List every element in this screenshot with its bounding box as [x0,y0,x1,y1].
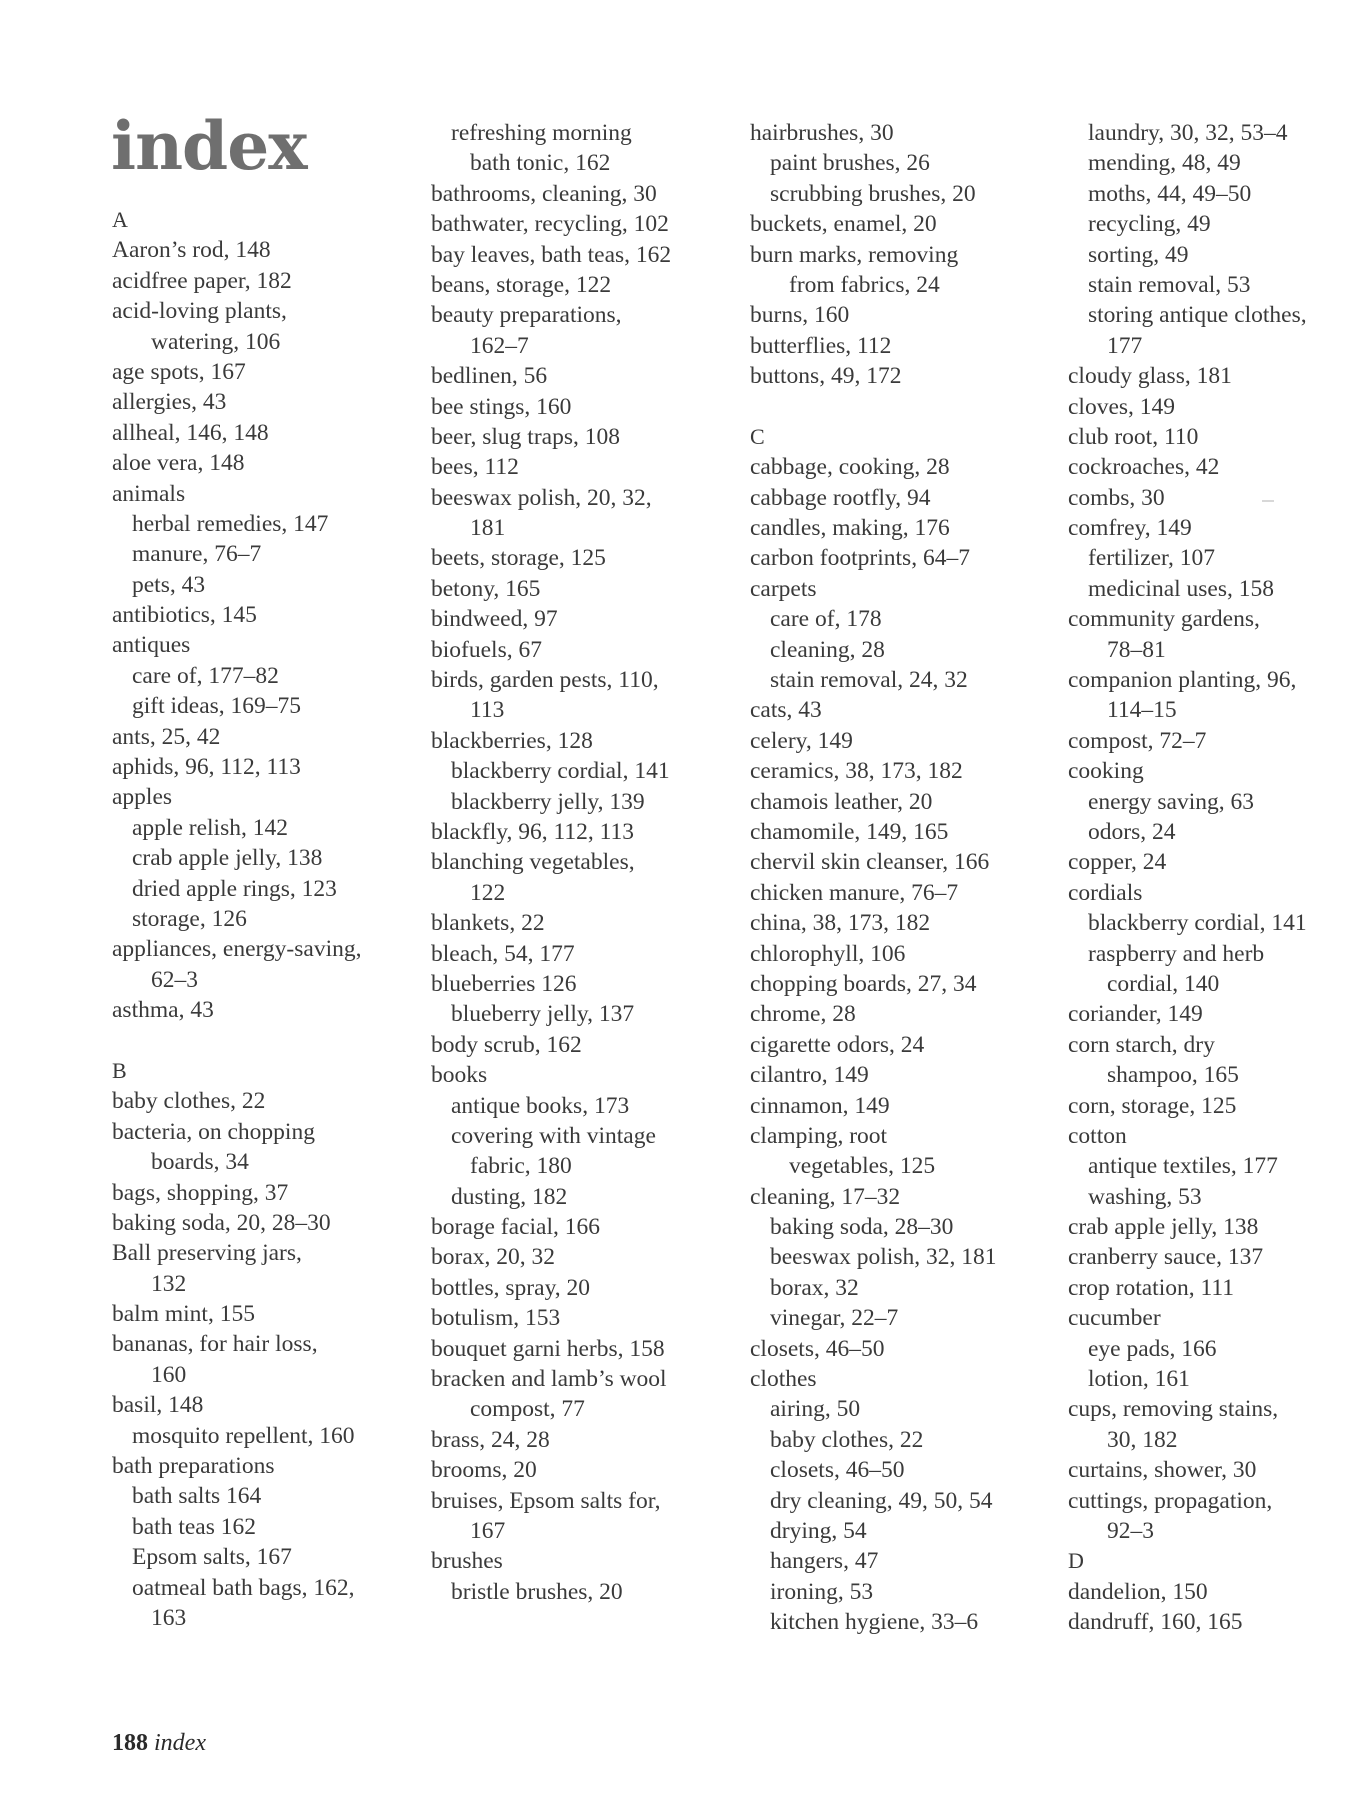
index-entry: asthma, 43 [112,997,214,1024]
index-subentry: blackberry cordial, 141 [451,758,670,785]
index-subentry: dusting, 182 [451,1183,568,1210]
index-entry: bedlinen, 56 [431,363,548,390]
index-entry: cigarette odors, 24 [750,1031,925,1058]
index-subentry: energy saving, 63 [1088,788,1254,815]
index-subentry: bath teas 162 [132,1513,256,1540]
section-letter: A [112,207,128,232]
index-entry: bath preparations [112,1453,275,1480]
index-subentry: herbal remedies, 147 [132,510,329,537]
index-entry: apples [112,784,173,811]
index-entry: corn, storage, 125 [1068,1092,1237,1119]
index-entry: blueberries 126 [431,970,577,997]
index-entry: bracken and lamb’s wool [431,1366,667,1393]
index-entry: buckets, enamel, 20 [750,211,937,238]
index-entry: basil, 148 [112,1392,204,1419]
index-entry: bruises, Epsom salts for, [431,1487,661,1514]
index-entry: combs, 30 [1068,484,1165,511]
index-subentry: eye pads, 166 [1088,1335,1217,1362]
index-entry-continuation: 122 [470,879,506,906]
index-entry: cilantro, 149 [750,1062,869,1089]
index-entry-continuation: cordial, 140 [1107,970,1220,997]
index-entry-continuation: boards, 34 [151,1149,249,1176]
index-entry: club root, 110 [1068,423,1199,450]
index-entry-continuation: watering, 106 [151,328,281,355]
index-entry: ants, 25, 42 [112,723,221,750]
index-entry: coriander, 149 [1068,1001,1203,1028]
section-letter: D [1068,1548,1084,1574]
index-entry-continuation: 113 [470,697,505,724]
index-entry: cloudy glass, 181 [1068,363,1232,390]
index-entry: beans, storage, 122 [431,271,612,298]
index-entry: beauty preparations, [431,302,622,329]
index-entry-continuation: 78–81 [1107,636,1166,663]
index-entry: brushes [431,1548,503,1575]
index-entry: chamois leather, 20 [750,788,933,815]
index-entry: bathrooms, cleaning, 30 [431,180,657,207]
index-entry: cleaning, 17–32 [750,1183,901,1210]
index-entry: cups, removing stains, [1068,1396,1279,1423]
index-subentry: moths, 44, 49–50 [1088,180,1252,207]
index-subentry: airing, 50 [770,1396,861,1423]
index-entry: cats, 43 [750,697,822,724]
index-subentry: blackberry cordial, 141 [1088,910,1307,937]
index-entry: brooms, 20 [431,1457,537,1484]
index-entry: bay leaves, bath teas, 162 [431,241,672,268]
index-entry: beets, storage, 125 [431,545,606,572]
index-entry: buttons, 49, 172 [750,363,902,390]
index-entry: acid-loving plants, [112,298,287,325]
index-subentry: Epsom salts, 167 [132,1544,292,1571]
index-column-4 [1068,118,1368,1638]
index-entry: compost, 72–7 [1068,727,1207,754]
index-subentry: mosquito repellent, 160 [132,1422,355,1449]
page-footer [112,1730,206,1757]
index-entry-continuation: 181 [470,515,506,542]
index-entry: borax, 20, 32 [431,1244,556,1271]
index-entry: dandruff, 160, 165 [1068,1609,1243,1636]
index-entry: bananas, for hair loss, [112,1331,318,1358]
index-entry-continuation: 167 [470,1517,506,1544]
index-entry: Ball preserving jars, [112,1240,302,1267]
index-entry: bottles, spray, 20 [431,1274,591,1301]
index-entry-continuation: 30, 182 [1107,1426,1178,1453]
index-subentry: ironing, 53 [770,1578,874,1605]
index-entry: bee stings, 160 [431,393,572,420]
index-entry-continuation: shampoo, 165 [1107,1062,1239,1089]
index-subentry: bristle brushes, 20 [451,1578,623,1605]
index-entry: bacteria, on chopping [112,1118,315,1145]
scan-speck [1262,500,1274,502]
index-subentry: care of, 178 [770,606,882,633]
index-entry-continuation: 92–3 [1107,1517,1154,1544]
index-entry: chamomile, 149, 165 [750,818,949,845]
index-entry: balm mint, 155 [112,1301,255,1328]
index-entry: ceramics, 38, 173, 182 [750,758,963,785]
index-entry: cuttings, propagation, [1068,1487,1273,1514]
index-entry-continuation: 162–7 [470,332,529,359]
index-entry: beeswax polish, 20, 32, [431,484,652,511]
index-subentry: hangers, 47 [770,1548,879,1575]
index-subentry: pets, 43 [132,571,206,598]
index-entry: antibiotics, 145 [112,602,257,629]
section-letter: C [750,423,765,449]
index-entry-continuation: 177 [1107,332,1143,359]
index-subentry: laundry, 30, 32, 53–4 [1088,120,1288,146]
index-subentry: medicinal uses, 158 [1088,575,1275,602]
index-entry: carbon footprints, 64–7 [750,545,970,572]
index-entry-continuation: fabric, 180 [470,1153,572,1180]
index-subentry: scrubbing brushes, 20 [770,180,976,207]
index-entry: cranberry sauce, 137 [1068,1244,1264,1271]
index-subentry: dried apple rings, 123 [132,875,337,902]
index-subentry: covering with vintage [451,1122,656,1149]
index-subentry: crab apple jelly, 138 [132,845,323,872]
section-letter: B [112,1057,127,1083]
index-subentry: antique books, 173 [451,1092,630,1119]
index-entry: baking soda, 20, 28–30 [112,1209,331,1236]
index-entry-continuation: 160 [151,1361,187,1388]
index-entry: aloe vera, 148 [112,450,245,477]
index-entry: bleach, 54, 177 [431,940,575,967]
index-subentry: cleaning, 28 [770,636,885,663]
index-entry: crab apple jelly, 138 [1068,1214,1259,1241]
index-subentry: stain removal, 53 [1088,271,1251,298]
index-entry: bathwater, recycling, 102 [431,211,669,238]
index-entry: chicken manure, 76–7 [750,879,959,906]
index-entry: birds, garden pests, 110, [431,667,659,694]
index-entry: bouquet garni herbs, 158 [431,1335,665,1362]
index-subentry: storage, 126 [132,905,247,932]
index-subentry: oatmeal bath bags, 162, [132,1574,355,1601]
index-entry: baby clothes, 22 [112,1088,266,1115]
index-entry-continuation: compost, 77 [470,1396,585,1423]
page-number: 188 [112,1730,148,1756]
index-column-2 [431,118,731,1607]
index-entry-continuation: 132 [151,1270,187,1297]
index-entry: cucumber [1068,1305,1161,1332]
index-subentry: paint brushes, 26 [770,150,930,177]
index-entry: books [431,1062,488,1089]
index-entry: cinnamon, 149 [750,1092,890,1119]
index-subentry: apple relish, 142 [132,814,288,841]
index-subentry: mending, 48, 49 [1088,150,1241,177]
spacer [112,1026,412,1056]
index-entry: betony, 165 [431,575,541,602]
index-subentry: recycling, 49 [1088,211,1211,238]
index-subentry: borax, 32 [770,1274,859,1301]
index-subentry: antique textiles, 177 [1088,1153,1278,1180]
index-entry: cordials [1068,879,1143,906]
index-entry: bags, shopping, 37 [112,1179,289,1206]
index-entry: corn starch, dry [1068,1031,1215,1058]
index-entry: crop rotation, 111 [1068,1274,1234,1301]
page-title: index [111,107,307,185]
index-entry: celery, 149 [750,727,853,754]
index-entry: carpets [750,575,817,602]
index-entry: chopping boards, 27, 34 [750,970,977,997]
index-entry: cabbage rootfly, 94 [750,484,931,511]
index-subentry: refreshing morning [451,120,632,146]
index-subentry: sorting, 49 [1088,241,1189,268]
index-subentry: gift ideas, 169–75 [132,693,302,720]
index-entry: body scrub, 162 [431,1031,582,1058]
index-entry: allergies, 43 [112,389,227,416]
index-entry: cockroaches, 42 [1068,454,1220,481]
index-subentry: stain removal, 24, 32 [770,667,968,694]
index-subentry: blueberry jelly, 137 [451,1001,635,1028]
index-entry: blackberries, 128 [431,727,593,754]
index-subentry: baby clothes, 22 [770,1426,924,1453]
index-entry: cloves, 149 [1068,393,1176,420]
index-subentry: dry cleaning, 49, 50, 54 [770,1487,993,1514]
index-entry: blankets, 22 [431,910,545,937]
index-subentry: storing antique clothes, [1088,302,1307,329]
index-entry: china, 38, 173, 182 [750,910,931,937]
index-entry: comfrey, 149 [1068,515,1192,542]
index-entry: biofuels, 67 [431,636,542,663]
index-entry: botulism, 153 [431,1305,561,1332]
index-column-1 [112,205,412,1633]
index-entry: borage facial, 166 [431,1214,600,1241]
index-entry: beer, slug traps, 108 [431,423,620,450]
index-subentry: blackberry jelly, 139 [451,788,645,815]
index-entry: bindweed, 97 [431,606,558,633]
index-entry: cabbage, cooking, 28 [750,454,950,481]
index-subentry: raspberry and herb [1088,940,1265,967]
index-entry: chrome, 28 [750,1001,856,1028]
index-entry: allheal, 146, 148 [112,419,269,446]
index-entry-continuation: bath tonic, 162 [470,150,611,177]
index-entry: cotton [1068,1122,1127,1149]
index-entry: clothes [750,1366,817,1393]
index-entry-continuation: from fabrics, 24 [789,271,940,298]
index-entry: copper, 24 [1068,849,1167,876]
index-entry: blackfly, 96, 112, 113 [431,818,634,845]
index-entry: age spots, 167 [112,358,246,385]
index-entry: dandelion, 150 [1068,1578,1208,1605]
footer-label: index [154,1730,206,1756]
index-entry-continuation: 62–3 [151,966,198,993]
index-entry-continuation: 114–15 [1107,697,1177,724]
index-entry: aphids, 96, 112, 113 [112,754,301,781]
index-entry: bees, 112 [431,454,519,481]
index-entry: curtains, shower, 30 [1068,1457,1257,1484]
index-entry: clamping, root [750,1122,888,1149]
index-entry: cooking [1068,758,1144,785]
index-entry-continuation: vegetables, 125 [789,1153,936,1180]
index-subentry: closets, 46–50 [770,1457,905,1484]
index-column-3 [750,118,1050,1638]
index-subentry: drying, 54 [770,1517,867,1544]
index-subentry: kitchen hygiene, 33–6 [770,1609,979,1636]
index-subentry: vinegar, 22–7 [770,1305,899,1332]
index-subentry: lotion, 161 [1088,1366,1190,1393]
index-entry: companion planting, 96, [1068,667,1297,694]
index-entry: closets, 46–50 [750,1335,885,1362]
index-entry: chlorophyll, 106 [750,940,906,967]
index-entry: brass, 24, 28 [431,1426,550,1453]
index-entry: Aaron’s rod, 148 [112,237,271,264]
index-entry: appliances, energy-saving, [112,936,362,963]
index-entry: acidfree paper, 182 [112,267,292,294]
index-subentry: odors, 24 [1088,818,1176,845]
index-subentry: manure, 76–7 [132,541,262,568]
index-entry-continuation: 163 [151,1604,187,1631]
index-subentry: care of, 177–82 [132,662,279,689]
index-subentry: bath salts 164 [132,1483,262,1510]
index-entry: hairbrushes, 30 [750,120,894,146]
index-subentry: beeswax polish, 32, 181 [770,1244,997,1271]
index-subentry: baking soda, 28–30 [770,1214,954,1241]
index-entry: antiques [112,632,191,659]
index-entry: community gardens, [1068,606,1260,633]
index-entry: burn marks, removing [750,241,959,268]
index-subentry: washing, 53 [1088,1183,1202,1210]
index-subentry: fertilizer, 107 [1088,545,1215,572]
spacer [750,392,1050,422]
index-entry: animals [112,480,186,507]
index-entry: chervil skin cleanser, 166 [750,849,990,876]
index-entry: burns, 160 [750,302,850,329]
index-entry: butterflies, 112 [750,332,892,359]
index-entry: blanching vegetables, [431,849,635,876]
index-entry: candles, making, 176 [750,515,950,542]
